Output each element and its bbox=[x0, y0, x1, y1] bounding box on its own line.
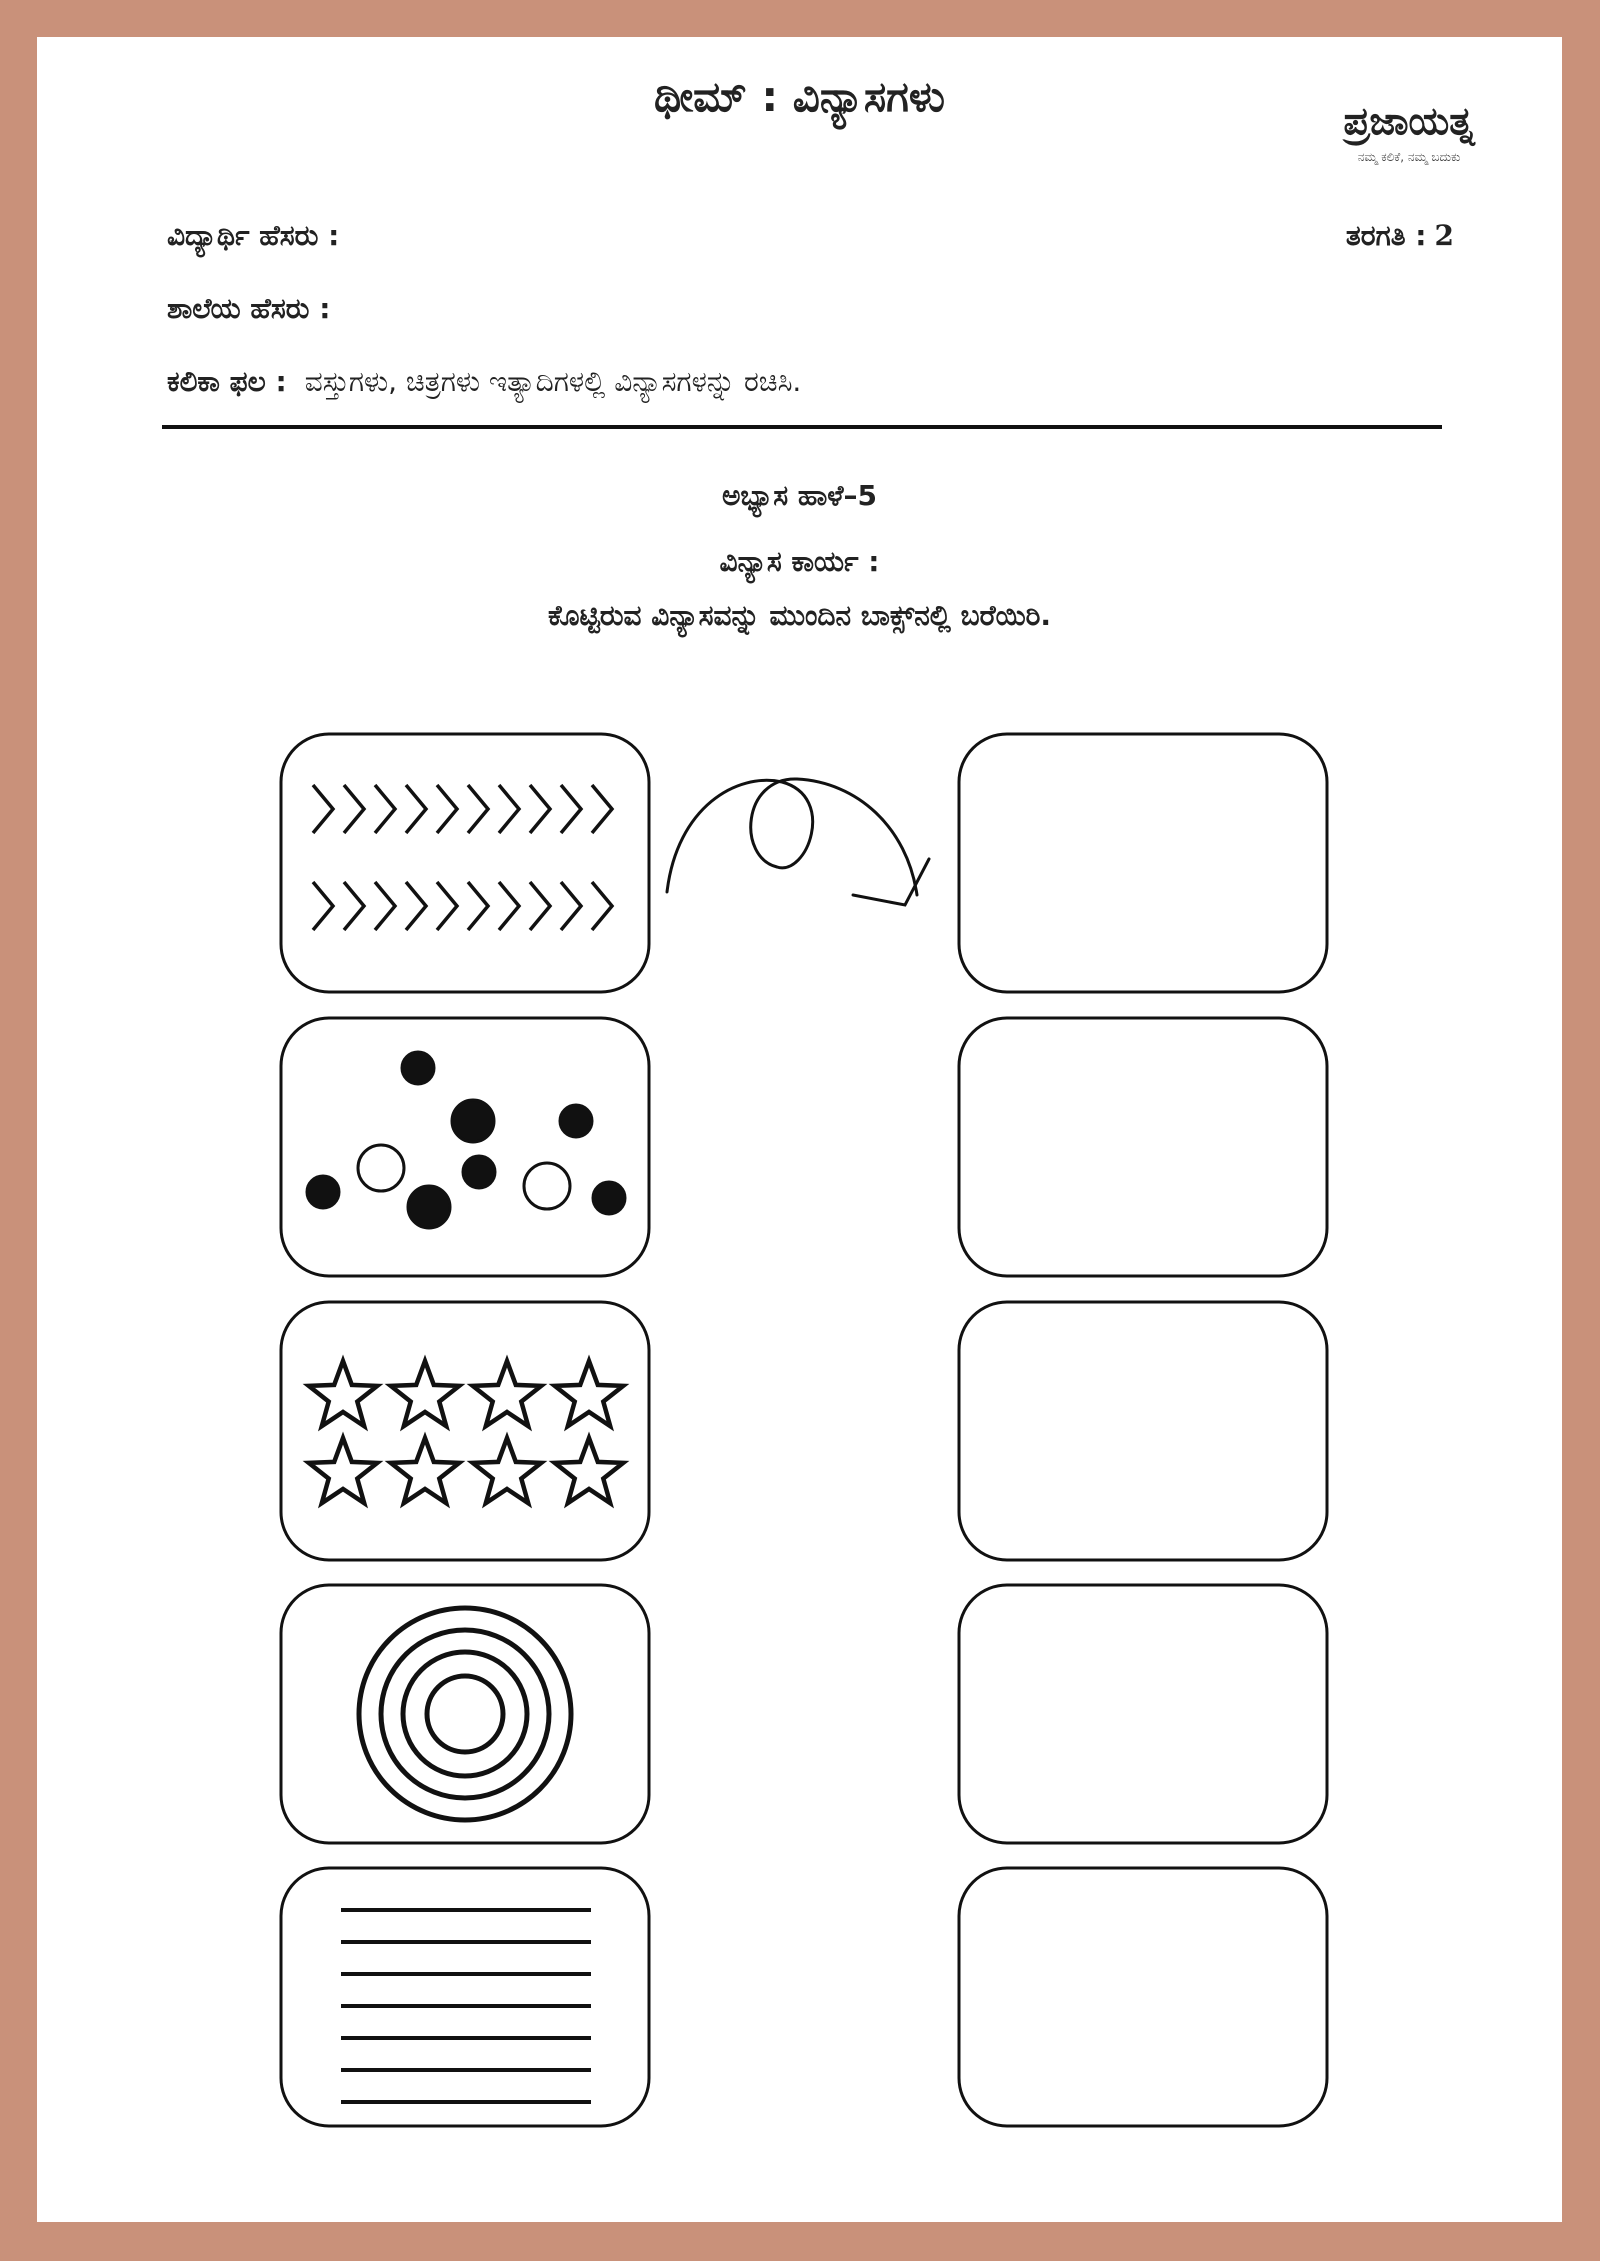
pattern-box-frame bbox=[281, 1302, 649, 1560]
filled-dot bbox=[560, 1105, 592, 1137]
instruction: ಕೊಟ್ಟಿರುವ ವಿನ್ಯಾಸವನ್ನು ಮುಂದಿನ ಬಾಕ್ಸ್‌ನಲ್ಲಿ ಬರೆಯಿರಿ. bbox=[547, 599, 1052, 632]
hollow-dot bbox=[358, 1145, 404, 1191]
answer-box-5[interactable] bbox=[959, 1868, 1327, 2126]
grade-value: 2 bbox=[1434, 219, 1454, 252]
filled-dot bbox=[408, 1186, 450, 1228]
sheet-title: ಅಭ್ಯಾಸ ಹಾಳೆ–5 bbox=[721, 479, 878, 512]
pattern-box-horizontal-lines bbox=[281, 1868, 649, 2126]
worksheet-page bbox=[37, 37, 1562, 2222]
pattern-box-stars bbox=[281, 1302, 649, 1560]
pattern-area bbox=[37, 37, 1562, 2222]
school-name-label: ಶಾಲೆಯ ಹೆಸರು : bbox=[167, 292, 331, 325]
answer-box-3[interactable] bbox=[959, 1302, 1327, 1560]
page-title: ಥೀಮ್ : ವಿನ್ಯಾಸಗಳು bbox=[653, 72, 946, 121]
student-name-label: ವಿದ್ಯಾರ್ಥಿ ಹೆಸರು : bbox=[167, 219, 340, 252]
filled-dot bbox=[593, 1182, 625, 1214]
outcome-text: ವಸ್ತುಗಳು, ಚಿತ್ರಗಳು ಇತ್ಯಾದಿಗಳಲ್ಲಿ ವಿನ್ಯಾಸಗಳನ್ನು ರಚಿಸಿ. bbox=[304, 365, 802, 398]
pattern-box-frame bbox=[281, 1018, 649, 1276]
pattern-box-frame bbox=[281, 1585, 649, 1843]
pattern-box-chevrons bbox=[281, 734, 649, 992]
filled-dot bbox=[307, 1176, 339, 1208]
hollow-dot bbox=[524, 1163, 570, 1209]
answer-box-4[interactable] bbox=[959, 1585, 1327, 1843]
pattern-box-dots bbox=[281, 1018, 649, 1276]
grade-label: ತರಗತಿ : bbox=[1345, 219, 1427, 252]
task-title: ವಿನ್ಯಾಸ ಕಾರ್ಯ : bbox=[719, 545, 880, 578]
pattern-box-concentric-circles bbox=[281, 1585, 649, 1843]
pattern-box-frame bbox=[281, 1868, 649, 2126]
logo-tagline: ನಮ್ಮ ಕಲಿಕೆ, ನಮ್ಮ ಬದುಕು bbox=[1357, 150, 1461, 164]
answer-box-2[interactable] bbox=[959, 1018, 1327, 1276]
answer-box-1[interactable] bbox=[959, 734, 1327, 992]
arrow-icon bbox=[667, 779, 929, 905]
filled-dot bbox=[452, 1100, 494, 1142]
outcome-label: ಕಲಿಕಾ ಫಲ : bbox=[167, 365, 287, 398]
filled-dot bbox=[402, 1052, 434, 1084]
pattern-box-frame bbox=[281, 734, 649, 992]
logo-name: ಪ್ರಜಾಯತ್ನ bbox=[1343, 99, 1475, 143]
filled-dot bbox=[463, 1156, 495, 1188]
